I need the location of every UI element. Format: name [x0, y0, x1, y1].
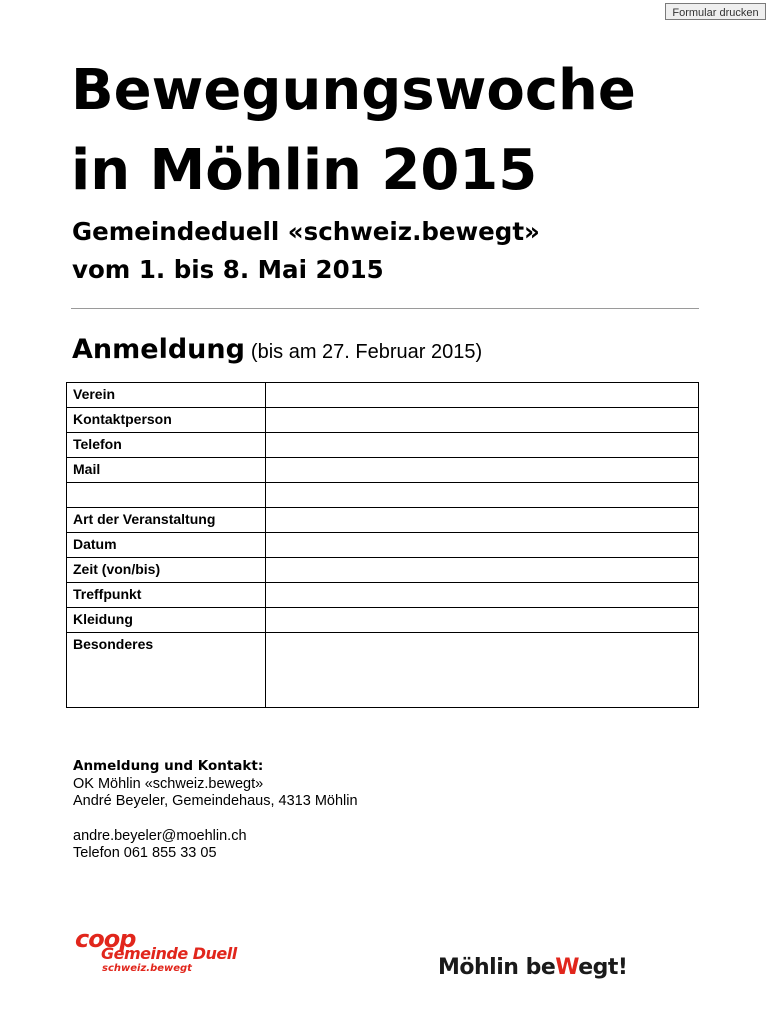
- registration-heading-text: Anmeldung: [72, 334, 245, 365]
- form-row-datum: [67, 533, 699, 558]
- mail-field[interactable]: [266, 458, 699, 483]
- coop-logo-word: coop: [75, 925, 136, 953]
- page-title-line2: in Möhlin 2015: [71, 138, 538, 203]
- divider: [71, 308, 699, 309]
- contact-heading: Anmeldung und Kontakt:: [73, 758, 264, 774]
- form-label: Besonderes: [67, 633, 266, 708]
- form-row-kleidung: [67, 608, 699, 633]
- form-label: Kontaktperson: [67, 408, 266, 433]
- coop-logo-sub: schweiz.bewegt: [102, 963, 192, 974]
- moehlin-logo-w: W: [555, 955, 579, 980]
- form-label: Treffpunkt: [67, 583, 266, 608]
- registration-deadline: (bis am 27. Februar 2015): [250, 341, 483, 363]
- print-form-button[interactable]: Formular drucken: [665, 3, 766, 20]
- kleidung-field[interactable]: [266, 608, 699, 633]
- page-title-line1: Bewegungswoche: [71, 58, 636, 123]
- form-label: Verein: [67, 383, 266, 408]
- moehlin-logo-part1: Möhlin be: [438, 955, 556, 980]
- form-row-kontaktperson: [67, 408, 699, 433]
- contact-email: andre.beyeler@moehlin.ch: [73, 827, 247, 844]
- form-label: Kleidung: [67, 608, 266, 633]
- form-row-art: [67, 508, 699, 533]
- contact-address: André Beyeler, Gemeindehaus, 4313 Möhlin: [73, 793, 358, 809]
- kontaktperson-field[interactable]: [266, 408, 699, 433]
- form-label: Telefon: [67, 433, 266, 458]
- registration-heading: [72, 334, 482, 365]
- art-der-veranstaltung-field[interactable]: [266, 508, 699, 533]
- form-row-verein: [67, 383, 699, 408]
- form-label: Datum: [67, 533, 266, 558]
- form-row-mail: [67, 458, 699, 483]
- zeit-field[interactable]: [266, 558, 699, 583]
- subtitle-line1: Gemeindeduell «schweiz.bewegt»: [72, 217, 540, 246]
- form-row-treffpunkt: [67, 583, 699, 608]
- form-row-blank: [67, 483, 699, 508]
- moehlin-logo-part2: egt!: [578, 955, 628, 980]
- verein-field[interactable]: [266, 383, 699, 408]
- form-row-telefon: [67, 433, 699, 458]
- contact-phone: Telefon 061 855 33 05: [73, 845, 217, 861]
- blank-field[interactable]: [266, 483, 699, 508]
- form-label: Mail: [67, 458, 266, 483]
- telefon-field[interactable]: [266, 433, 699, 458]
- contact-spacer: [73, 811, 358, 828]
- form-row-besonderes: [67, 633, 699, 708]
- registration-form-table: [66, 382, 699, 708]
- subtitle-line2: vom 1. bis 8. Mai 2015: [72, 255, 384, 284]
- form-label: Zeit (von/bis): [67, 558, 266, 583]
- coop-logo-duell: Gemeinde Duell: [101, 944, 237, 963]
- contact-org: OK Möhlin «schweiz.bewegt»: [73, 775, 264, 792]
- treffpunkt-field[interactable]: [266, 583, 699, 608]
- besonderes-field[interactable]: [266, 633, 699, 708]
- form-label-blank[interactable]: [67, 483, 266, 508]
- form-row-zeit: [67, 558, 699, 583]
- form-label: Art der Veranstaltung: [67, 508, 266, 533]
- contact-block: [73, 758, 358, 863]
- datum-field[interactable]: [266, 533, 699, 558]
- moehlin-bewegt-logo: [438, 955, 627, 980]
